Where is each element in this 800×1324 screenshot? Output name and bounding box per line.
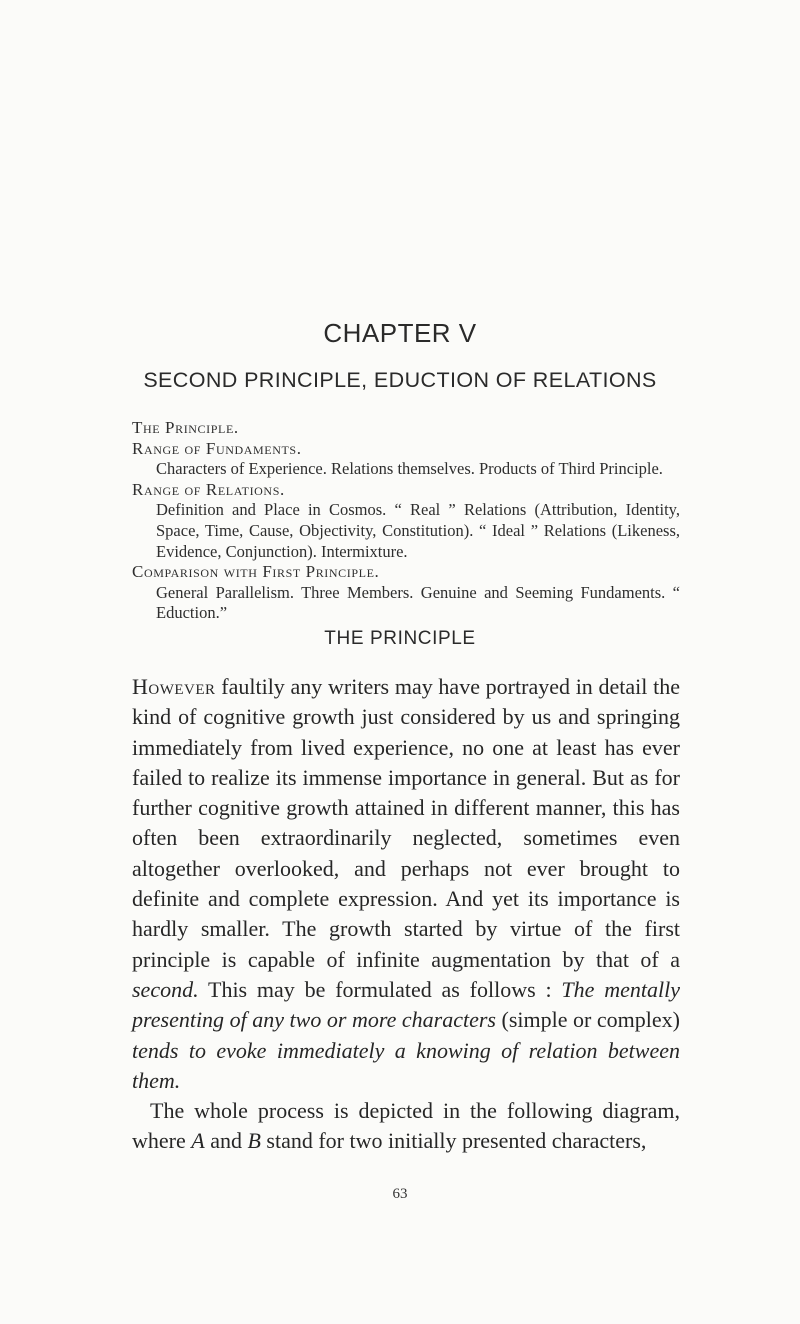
page-number: 63 [392,1186,408,1202]
paragraph-2-and: and [204,1128,248,1154]
paragraph-2-text-a: The whole process is depicted in the following diagram, where [132,1098,680,1154]
principle-statement-b: tends to evoke immediately a knowing of relation between them. [132,1037,680,1093]
contents-heading-relations: Range of Relations. [132,479,285,499]
paragraph-1 [132,672,680,1096]
paragraph-2 [132,1096,680,1157]
principle-statement-a: The mentally presenting of any two or more characters [132,976,680,1033]
chapter-title: CHAPTER V [323,318,477,348]
contents-heading-comparison: Comparison with First Principle. [132,562,380,582]
chapter-contents [132,418,680,624]
contents-heading-principle: The Principle. [132,418,239,437]
paragraph-1-text-a: faultily any writers may have portrayed in detail the kind of cognitive growth just considered by us and springing immediately from lived experience, no one at least has ever failed to realize its immense importance in general. But as for further cognitive growth attained in different manner, this has often been extraordinarily neglected, sometimes even altogether overlooked, and perhaps not ever brought to definite and complete expression. And yet its importance is hardly smaller. The growth started by virtue of the first principle is capable of infinite augmentation by that of a [132,674,680,972]
contents-items-fundaments: Characters of Experience. Relations themselves. Products of Third Principle. [156,459,663,479]
section-heading: THE PRINCIPLE [324,628,476,649]
contents-heading-fundaments: Range of Fundaments. [132,438,302,458]
symbol-b: B [247,1128,261,1154]
principle-parenthetical: (simple or complex) [495,1007,680,1033]
paragraph-1-text-b: This may be formulated as follows : [198,976,562,1002]
contents-items-comparison: General Parallelism. Three Members. Genuine and Seeming Fundaments. “ Eduction.” [156,582,680,623]
opening-word: However [132,674,216,699]
contents-items-relations: Definition and Place in Cosmos. “ Real ” Relations (Attribution, Identity, Space, Time, Cause, Objectivity, Constitution). “ Ideal ” Relations (Likeness, Evidence, Conjunction). Intermixture. [156,500,680,561]
emphasis-second: second. [132,976,199,1002]
symbol-a: A [191,1128,205,1154]
body-text [132,672,680,1157]
paragraph-2-text-b: stand for two initially presented characters, [260,1128,647,1154]
chapter-subtitle: SECOND PRINCIPLE, EDUCTION OF RELATIONS [143,368,657,392]
